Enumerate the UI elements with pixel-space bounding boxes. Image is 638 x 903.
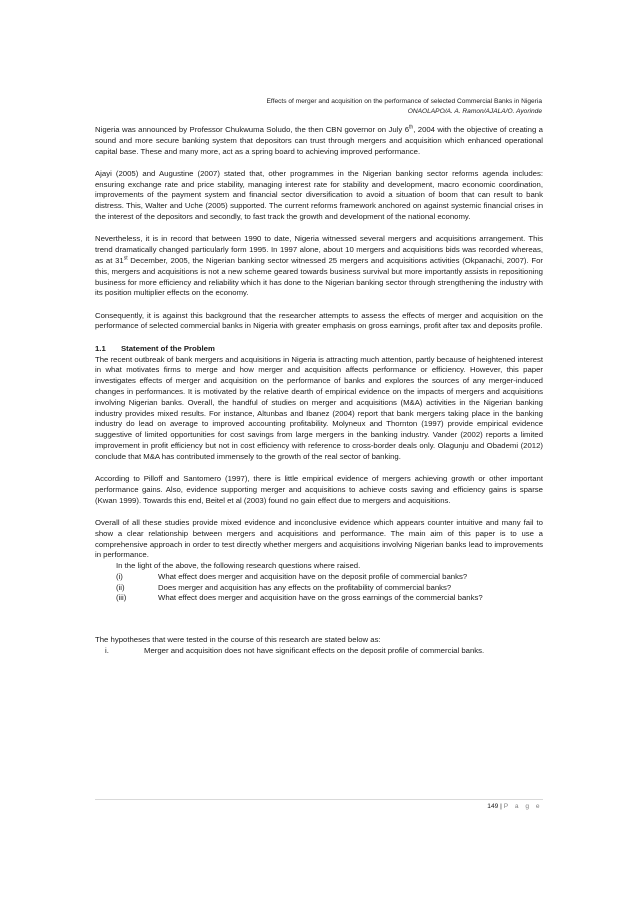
paragraph: According to Pilloff and Santomero (1997), there is little empirical evidence of mergers achieving growth or other important performance gains. Also, evidence supporting merger and acquisitions to achieve costs saving and efficiency gains is sparse (Kwan 1999). Towards this end, Beitel et al (2003) found no gain effect due to mergers and acquisitions. — [95, 474, 543, 505]
body-text — [95, 125, 543, 657]
paragraph — [95, 125, 543, 157]
section-number: 1.1 — [95, 343, 106, 353]
research-question — [95, 583, 543, 594]
section-title: Statement of the Problem — [121, 343, 215, 353]
superscript: st — [123, 255, 128, 262]
question-text: Does merger and acquisition has any effects on the profitability of commercial banks? — [158, 582, 452, 592]
questions-intro: In the light of the above, the following research questions where raised. — [116, 561, 361, 571]
question-number: (ii) — [116, 582, 125, 592]
footer-divider — [95, 799, 543, 800]
running-header-authors: ONAOLAPO/A. A. Ramon/AJALA/O. Ayorinde — [407, 108, 542, 115]
superscript: th — [409, 124, 414, 131]
text-run: Nevertheless, it is in record that between 1990 to date, Nigeria witnessed several mergers and acquisitions arrangement. This trend dramatically changed particularly form 1995. In 1997 alone, about 10 mergers and acquisitions bids was recorded whereas, as at 31 — [95, 234, 543, 265]
running-header-title: Effects of merger and acquisition on the performance of selected Commercial Banks in Nigeria — [266, 98, 542, 105]
page-footer — [487, 803, 542, 810]
footer-separator: | — [500, 803, 502, 810]
text-run: December, 2005, the Nigerian banking sector witnessed 25 mergers and acquisitions activities (Okpanachi, 2007). For this, mergers and acquisitions is not a new scheme geared towards business survival but more importantly assists in repositioning business for more efficiency and reliability which it has done to the Nigerian banking sector through strengthening the industry with its position multiplier effects on the economy. — [95, 255, 543, 298]
spacer — [95, 604, 543, 635]
hypothesis-number: i. — [105, 646, 109, 656]
hypothesis — [95, 646, 543, 657]
text-run: Nigeria was announced by Professor Chukwuma Soludo, the then CBN governor on July 6 — [95, 125, 410, 134]
research-question — [95, 593, 543, 604]
question-number: (i) — [116, 571, 123, 581]
research-question — [95, 572, 543, 583]
paragraph: Consequently, it is against this background that the researcher attempts to assess the effects of merger and acquisition on the performance of selected commercial banks in Nigeria with greater emphasis on gross earnings, profit after tax and deposits profile. — [95, 310, 543, 331]
hypothesis-text: Merger and acquisition does not have significant effects on the deposit profile of commercial banks. — [144, 646, 485, 656]
paragraph: Overall of all these studies provide mixed evidence and inconclusive evidence which appears counter intuitive and many fail to show a clear relationship between mergers and acquisitions and performance. The main aim of this paper is to use a comprehensive approach in order to test directly whether mergers and acquisitions involving Nigerian banks lead to improvements in performance. — [95, 517, 543, 560]
paragraph: Ajayi (2005) and Augustine (2007) stated that, other programmes in the Nigerian banking sector reforms agenda includes: ensuring exchange rate and price stability, managing interest rate for stability and development, macro economic coordination, improvements of the payment system and financial sector diversification to avoid a situation of boom that can result to bank distress. This, Walter and Uche (2005) supported. The current reforms framework anchored on against systemic financial crises in the interest of the depositors and secondly, to fast track the growth and development of the national economy. — [95, 168, 543, 222]
question-text: What effect does merger and acquisition have on the deposit profile of commercial banks? — [158, 571, 468, 581]
page-word: P a g e — [503, 803, 542, 810]
question-text: What effect does merger and acquisition have on the gross earnings of the commercial banks? — [158, 593, 483, 603]
section-heading — [95, 344, 543, 355]
question-number: (iii) — [116, 593, 127, 603]
text-run: , 2004 with the objective of creating a sound and more secure banking system that depositors can trust through mergers and acquisition which enhanced operational capital base. These and many more, act as a spring board to achieving improved performance. — [95, 125, 543, 156]
hypotheses-intro: The hypotheses that were tested in the course of this research are stated below as: — [95, 635, 381, 645]
page-number: 149 — [487, 803, 499, 810]
paragraph — [95, 234, 543, 299]
paragraph: The recent outbreak of bank mergers and acquisitions in Nigeria is attracting much attention, partly because of heightened interest in what motivates firms to merge and how merger and acquisition affects performance or efficiency. However, this paper investigates effects of merger and acquisition on the performance of banks and explores the sources of any merger-induced changes in performances. It is motivated by the relative dearth of empirical evidence on the impacts of mergers and acquisitions involving Nigerian banks. Overall, the handful of studies on merger and acquisitions (M&A) activities in the Nigerian banking industry provides mixed results. For instance, Altunbas and Ibanez (2004) report that bank mergers taking place in the banking industry do lead on average to improved accounting profitability. Molyneux and Thornton (1997) provide empirical evidence suggestive of limited opportunities for cost savings from large mergers in the banking industry. Vander (2002) reports a limited improvement in profit efficiency but not in cost efficiency with reference to cross-border deals only. Olagunju and Obademi (2012) conclude that M&A has contributed immensely to the growth of the real sector of banking. — [95, 354, 543, 461]
